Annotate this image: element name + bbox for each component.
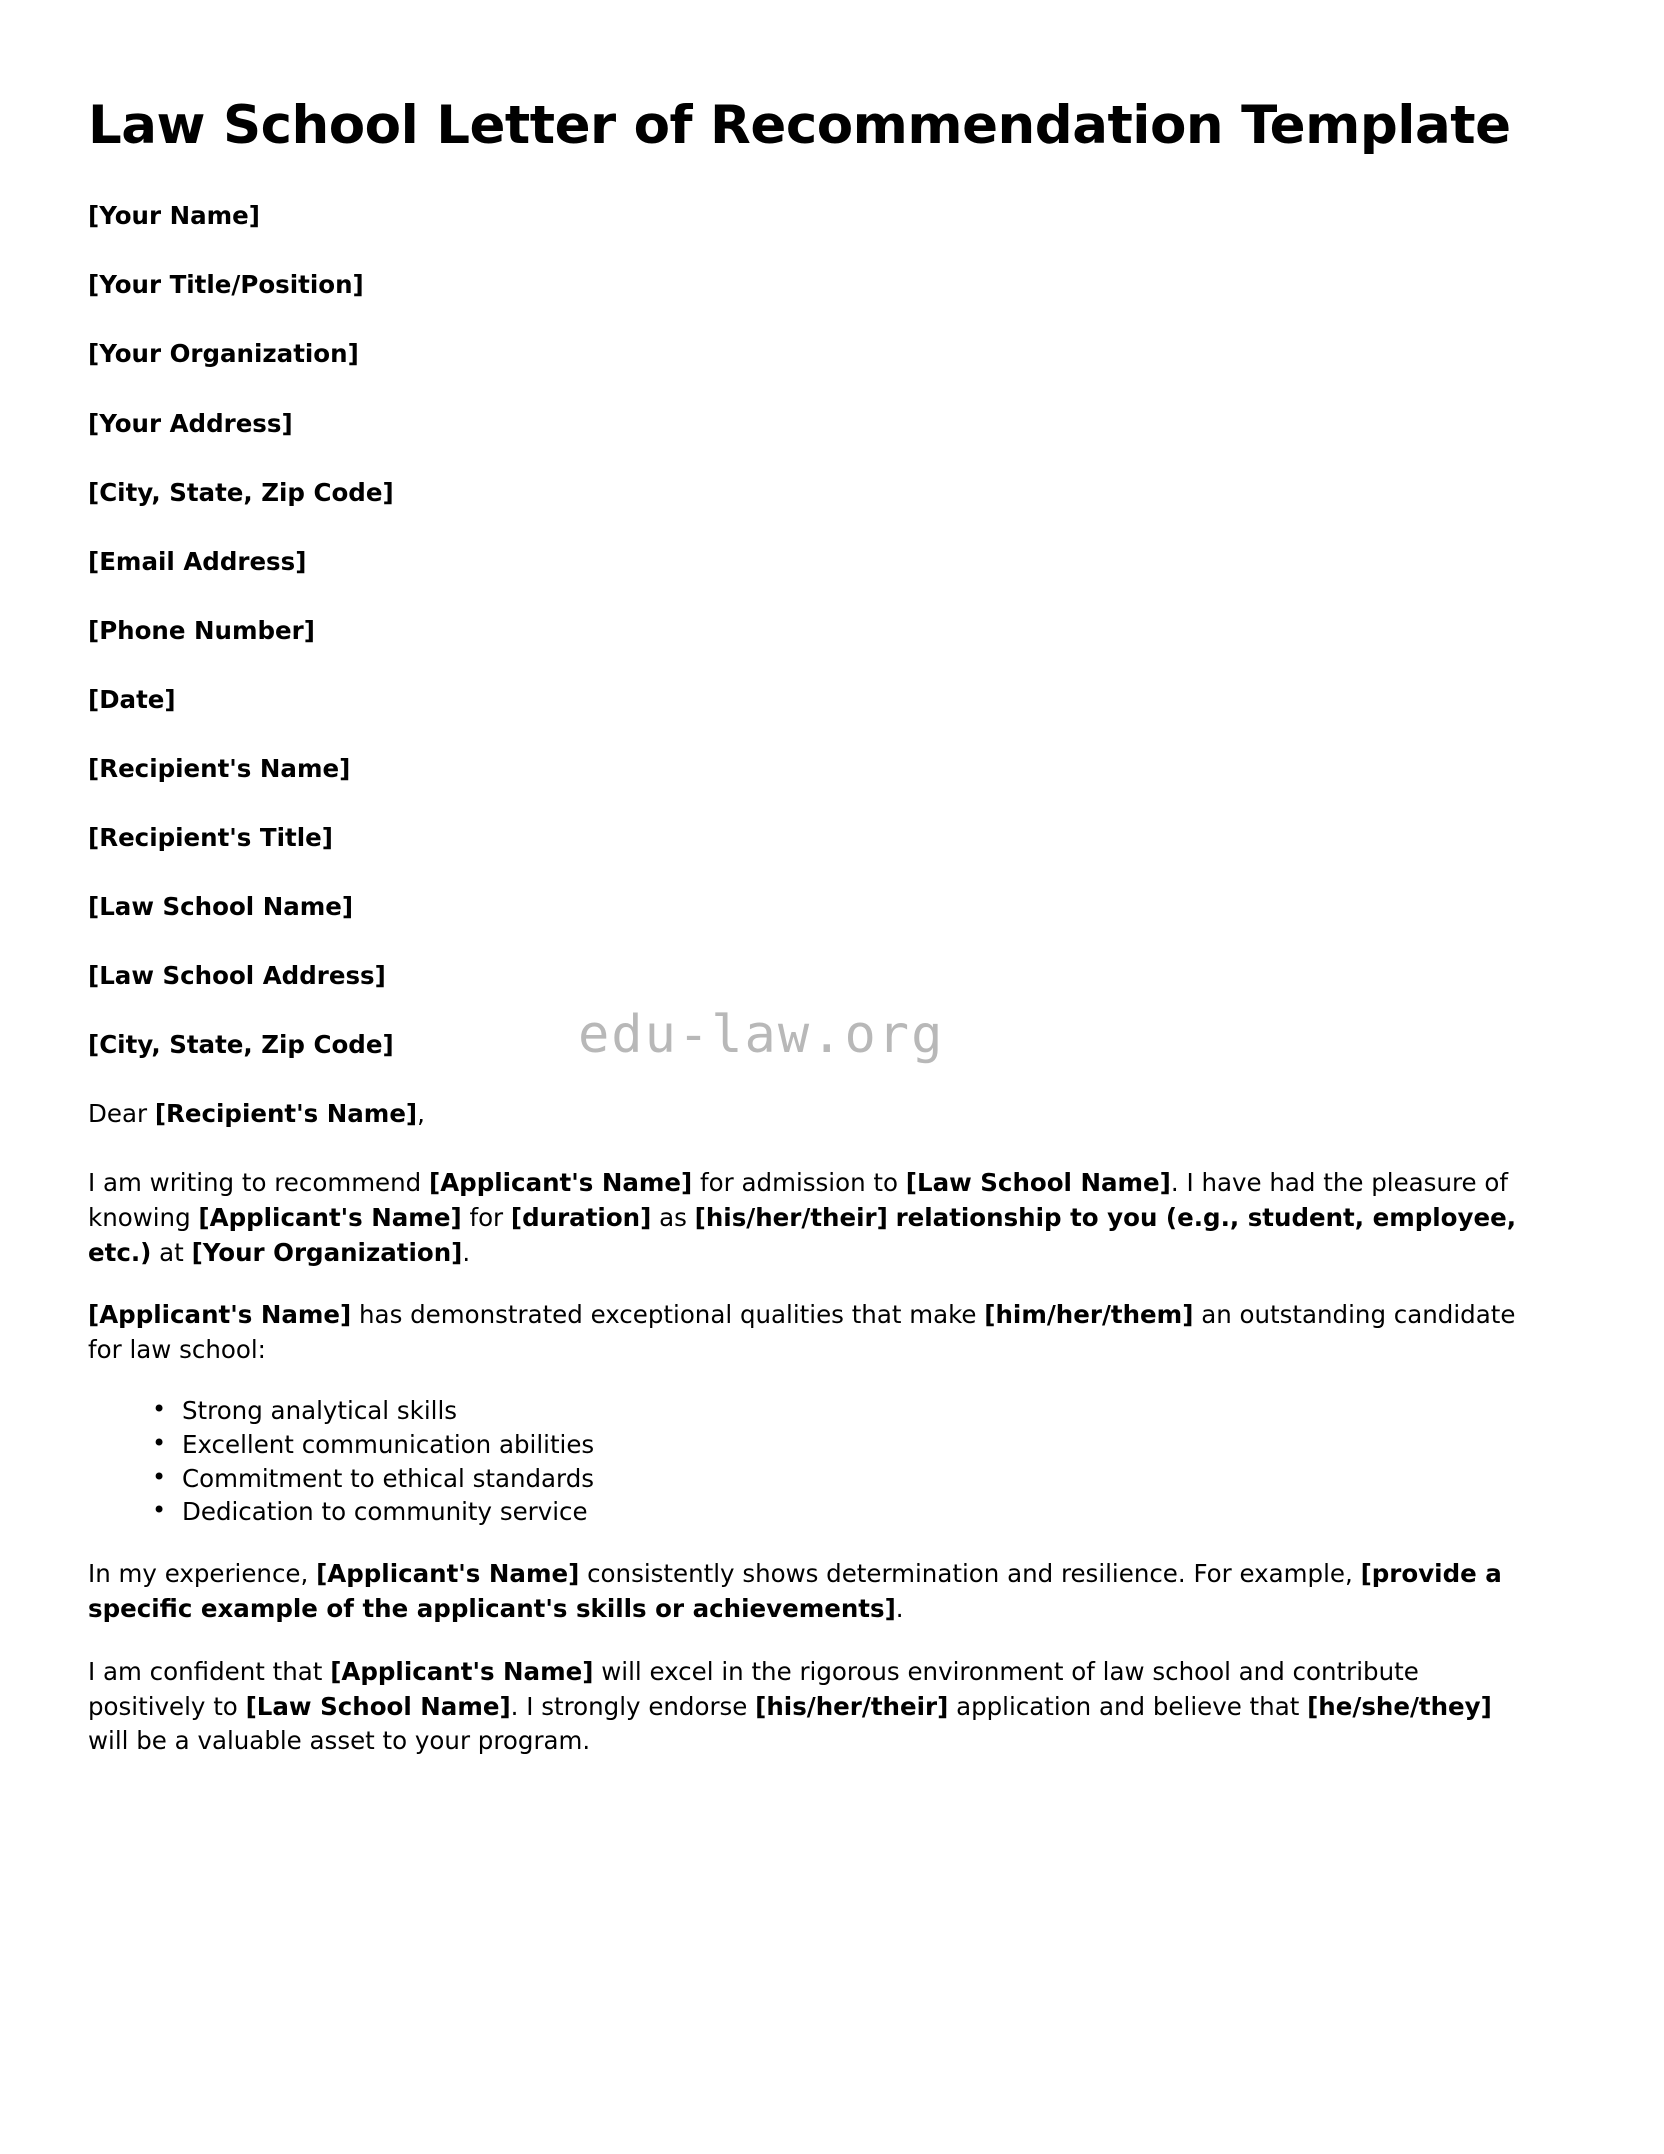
p4-bold-4: [he/she/they]	[1307, 1691, 1492, 1721]
p4-text-4: application and believe that	[948, 1691, 1308, 1721]
p2-text-1: has demonstrated exceptional qualities that make	[351, 1300, 985, 1330]
salutation-recipient: [Recipient's Name]	[154, 1099, 418, 1129]
p1-bold-4: [duration]	[510, 1202, 652, 1232]
p4-text-2: will excel in the rigorous environment of law school and contribute positively to	[88, 1656, 1419, 1721]
p3-text-2: consistently shows determination and resilience. For example,	[579, 1559, 1361, 1589]
recipient-school-name: [Law School Name]	[88, 891, 354, 921]
sender-city-state-zip: [City, State, Zip Code]	[88, 477, 394, 507]
list-item: • Commitment to ethical standards	[152, 1464, 1536, 1494]
paragraph-endorsement	[88, 1655, 1536, 1759]
p1-text-3: . I have had the pleasure of knowing	[88, 1167, 1508, 1232]
p1-text-5: as	[651, 1202, 695, 1232]
p1-text-1: I am writing to recommend	[88, 1167, 430, 1197]
p1-bold-5: [his/her/their]	[694, 1202, 888, 1232]
p1-bold-7: [Your Organization]	[191, 1237, 463, 1267]
recipient-school-address: [Law School Address]	[88, 961, 386, 991]
sender-name: [Your Name]	[88, 201, 260, 231]
p1-bold-1: [Applicant's Name]	[429, 1167, 693, 1197]
p1-bold-3: [Applicant's Name]	[198, 1202, 462, 1232]
qualities-list	[88, 1396, 1536, 1528]
list-item: • Dedication to community service	[152, 1497, 1536, 1527]
p1-text-7: at	[151, 1237, 192, 1267]
salutation	[88, 1097, 1536, 1132]
p4-bold-1: [Applicant's Name]	[330, 1656, 594, 1686]
p4-text-5: will be a valuable asset to your program.	[88, 1726, 591, 1756]
p2-bold-2: [him/her/them]	[984, 1300, 1194, 1330]
sender-phone: [Phone Number]	[88, 615, 315, 645]
p1-text-2: for admission to	[692, 1167, 906, 1197]
p3-text-1: In my experience,	[88, 1559, 317, 1589]
site-watermark: edu-law.org	[578, 1005, 945, 1065]
sender-title: [Your Title/Position]	[88, 270, 364, 300]
paragraph-example	[88, 1557, 1536, 1627]
list-item: • Strong analytical skills	[152, 1396, 1536, 1426]
sender-organization: [Your Organization]	[88, 339, 359, 369]
sender-address: [Your Address]	[88, 408, 293, 438]
p1-text-4: for	[461, 1202, 511, 1232]
p1-bold-2: [Law School Name]	[905, 1167, 1171, 1197]
p2-text-2: an outstanding candidate for law school:	[88, 1300, 1516, 1365]
p3-bold-1: [Applicant's Name]	[316, 1559, 580, 1589]
p1-text-8: .	[462, 1237, 471, 1267]
p3-bold-2: [provide a specific example of the applicant's skills or achievements]	[88, 1559, 1502, 1624]
paragraph-qualities-intro	[88, 1298, 1536, 1368]
sender-email: [Email Address]	[88, 546, 307, 576]
p4-text-1: I am confident that	[88, 1656, 331, 1686]
p2-bold-1: [Applicant's Name]	[88, 1300, 352, 1330]
paragraph-introduction	[88, 1166, 1536, 1270]
letter-date: [Date]	[88, 684, 176, 714]
recipient-title: [Recipient's Title]	[88, 822, 333, 852]
recipient-city-state-zip: [City, State, Zip Code]	[88, 1030, 394, 1060]
salutation-suffix: ,	[417, 1099, 425, 1129]
salutation-prefix: Dear	[88, 1099, 155, 1129]
p4-text-3: . I strongly endorse	[510, 1691, 756, 1721]
page-title: Law School Letter of Recommendation Template	[88, 95, 1511, 156]
recipient-name: [Recipient's Name]	[88, 753, 351, 783]
p1-bold-6: relationship to you (e.g., student, employee, etc.)	[88, 1202, 1517, 1267]
p4-bold-3: [his/her/their]	[755, 1691, 949, 1721]
p4-bold-2: [Law School Name]	[245, 1691, 511, 1721]
p1-text-6	[888, 1203, 896, 1232]
p3-text-3: .	[895, 1594, 904, 1624]
list-item: • Excellent communication abilities	[152, 1430, 1536, 1460]
